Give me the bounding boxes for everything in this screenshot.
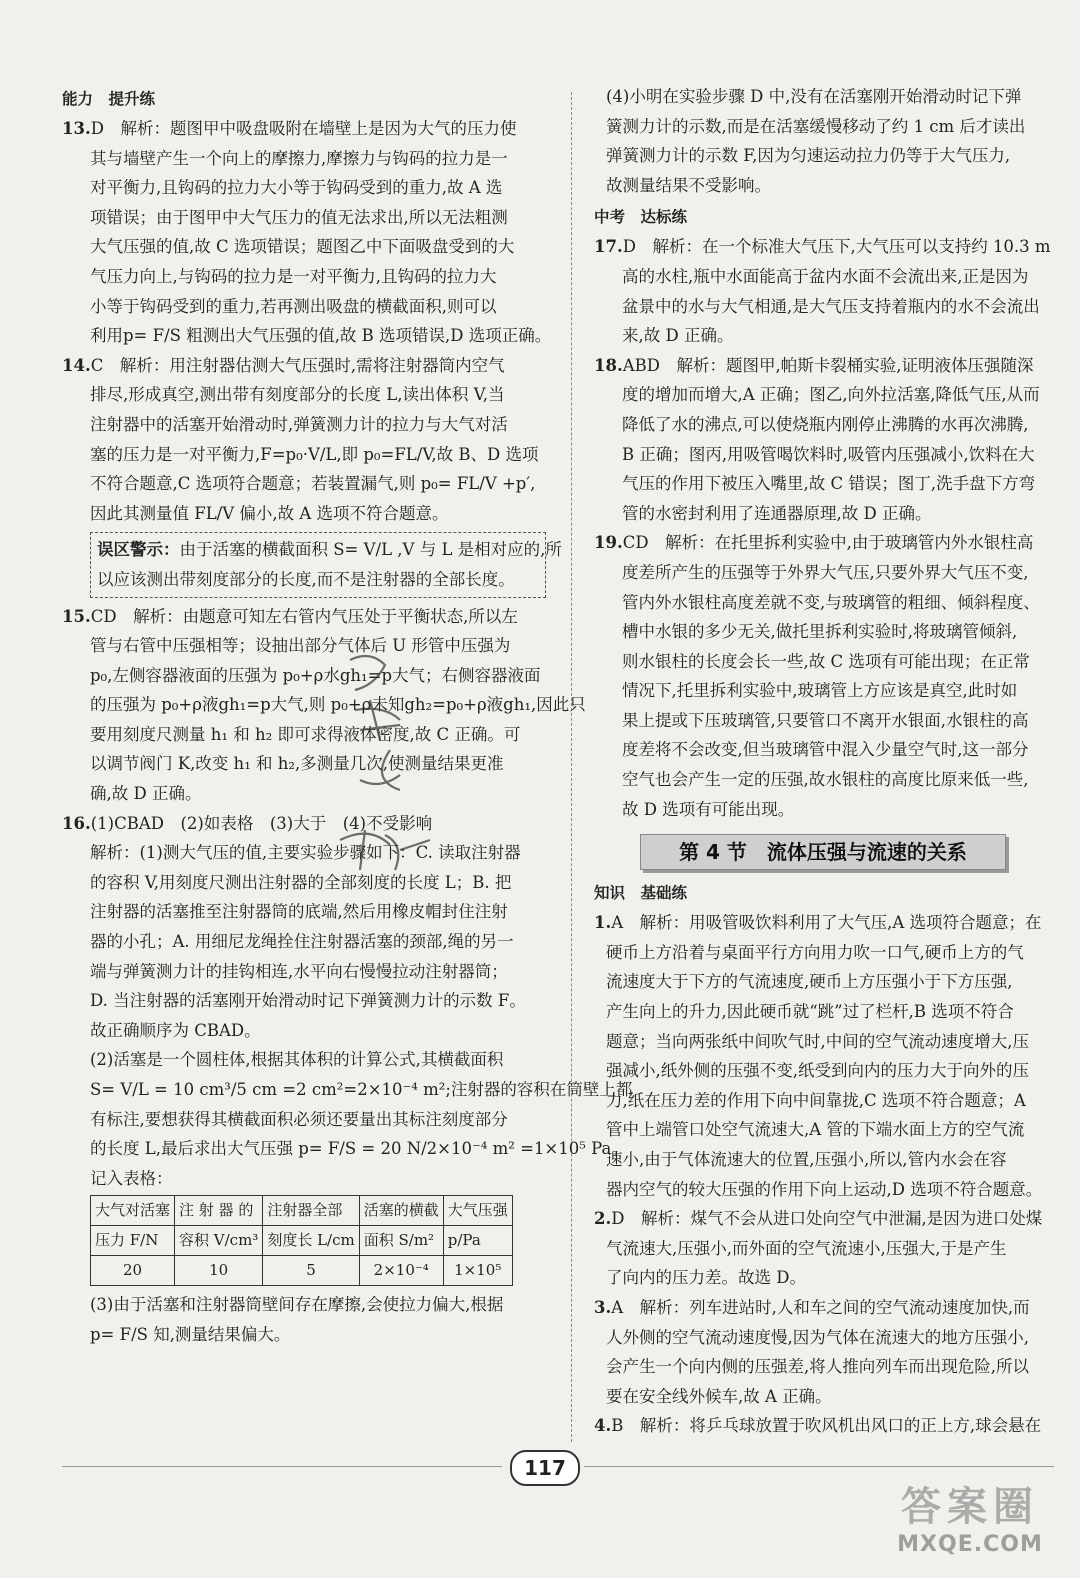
watermark-url: MXQE.COM [897, 1532, 1043, 1557]
answer-line: 要在安全线外候车,故 A 正确。 [606, 1386, 832, 1406]
answer-line: 力,纸在压力差的作用下向中间靠拢,C 选项不符合题意；A [606, 1090, 1026, 1110]
answer-line: A 解析：用吸管吸饮料利用了大气压,A 选项符合题意；在 [611, 913, 1042, 933]
watermark-logo [872, 1482, 1068, 1570]
answer-line: 排尽,形成真空,测出带有刻度部分的长度 L,读出体积 V,当 [90, 385, 505, 405]
table-cell: 1×10⁵ [443, 1256, 512, 1286]
section-banner: 第 4 节 流体压强与流速的关系 [640, 834, 1006, 870]
answer-line: 故 D 选项有可能出现。 [622, 799, 795, 819]
answer-line: D 解析：煤气不会从进口处向空气中泄漏,是因为进口处煤 [611, 1209, 1043, 1229]
answer-line: 有标注,要想获得其横截面积必须还要量出其标注刻度部分 [90, 1109, 508, 1129]
table-header-cell: 大气对活塞 [91, 1196, 175, 1226]
answer-line: 小等于钩码受到的重力,若再测出吸盘的横截面积,则可以 [90, 296, 497, 316]
answer-line: CD 解析：在托里拆利实验中,由于玻璃管内外水银柱高 [622, 533, 1034, 553]
answer-line: 空气也会产生一定的压强,故水银柱的高度比原来低一些, [622, 770, 1029, 790]
answer-line: 速小,由于气体流速大的位置,压强小,所以,管内水会在容 [606, 1150, 1007, 1169]
answer-line: 则水银柱的长度会长一些,故 C 选项有可能出现；在正常 [622, 651, 1030, 671]
section-heading: 知识 基础练 [594, 884, 688, 903]
table-header-cell: 压力 F/N [91, 1226, 175, 1256]
question-4 [594, 1411, 1054, 1441]
answer-line: 记入表格： [90, 1168, 173, 1188]
question-13 [62, 114, 552, 351]
question-number: 16. [62, 813, 91, 833]
answer-line: 器内空气的较大压强的作用下向上运动,D 选项不符合题意。 [606, 1179, 1043, 1199]
answer-line: 硬币上方沿着与桌面平行方向用力吹一口气,硬币上方的气 [606, 942, 1024, 962]
answer-line: D 解析：在一个标准大气压下,大气压可以支持约 10.3 m [622, 237, 1051, 257]
section-heading: 中考 达标练 [594, 208, 688, 227]
question-number: 18. [594, 355, 623, 375]
answer-line: 气压的作用下被压入嘴里,故 C 错误；图丁,洗手盘下方弯 [622, 474, 1036, 494]
question-number: 17. [594, 237, 623, 257]
answer-line: (2)活塞是一个圆柱体,根据其体积的计算公式,其横截面积 [90, 1050, 504, 1070]
answer-line: 高的水柱,瓶中水面能高于盆内水面不会流出来,正是因为 [622, 266, 1029, 286]
answer-line: 确,故 D 正确。 [90, 784, 202, 804]
answer-line: 簧测力计的示数,而是在活塞缓慢移动了约 1 cm 后才读出 [606, 116, 1026, 136]
answer-line: 流速度大于下方的气流速度,硬币上方压强小于下方压强, [606, 972, 1013, 992]
answer-line: 度差所产生的压强等于外界大气压,只要外界大气压不变, [622, 562, 1029, 582]
page-rule-right [584, 1466, 1054, 1467]
question-16 [62, 809, 633, 1350]
answer-line: 来,故 D 正确。 [622, 326, 734, 346]
answer-line: 要用刻度尺测量 h₁ 和 h₂ 即可求得液体密度,故 C 正确。可 [90, 724, 521, 744]
answer-line: ABD 解析：题图甲,帕斯卡裂桶实验,证明液体压强随深 [622, 355, 1034, 375]
table-cell: 2×10⁻⁴ [359, 1256, 443, 1286]
question-number: 14. [62, 355, 91, 375]
answer-line: 的容积 V,用刻度尺测出注射器的全部刻度的长度 L；B. 把 [90, 872, 512, 892]
answer-line: 产生向上的升力,因此硬币就“跳”过了栏杆,B 选项不符合 [606, 1002, 1014, 1022]
answer-line: 解析：(1)测大气压的值,主要实验步骤如下：C. 读取注射器 [90, 843, 521, 863]
answer-line: CD 解析：由题意可知左右管内气压处于平衡状态,所以左 [90, 606, 518, 626]
answer-line: p₀,左侧容器液面的压强为 p₀+ρ水gh₁=p大气；右侧容器液面 [90, 665, 541, 685]
answer-line: 利用p= F/S 粗测出大气压强的值,故 B 选项错误,D 选项正确。 [90, 326, 552, 346]
answer-line: 注射器的活塞推至注射器筒的底端,然后用橡皮帽封住注射 [90, 902, 508, 922]
right-column [594, 82, 1054, 1441]
note-line: 以应该测出带刻度部分的长度,而不是注射器的全部长度。 [97, 569, 515, 589]
answer-line: B 正确；图丙,用吸管喝饮料时,吸管内压强减小,饮料在大 [622, 444, 1035, 464]
table-header-cell: 刻度长 L/cm [263, 1226, 359, 1256]
answer-line: 了向内的压力差。故选 D。 [606, 1268, 806, 1288]
answer-line: 果上提或下压玻璃管,只要管口不离开水银面,水银柱的高 [622, 710, 1029, 730]
answer-line: 气流速大,压强小,而外面的空气流速小,压强大,于是产生 [606, 1238, 1007, 1258]
answer-line: 故测量结果不受影响。 [606, 175, 771, 195]
question-number: 3. [594, 1297, 612, 1317]
answer-line: 情况下,托里拆利实验中,玻璃管上方应该是真空,此时如 [622, 681, 1018, 701]
answer-line: D 解析：题图甲中吸盘吸附在墙壁上是因为大气的压力使 [90, 119, 517, 138]
answer-line: 管中上端管口处空气流速大,A 管的下端水面上方的空气流 [606, 1120, 1025, 1140]
answer-line: D. 当注射器的活塞刚开始滑动时记下弹簧测力计的示数 F。 [90, 991, 526, 1011]
question-1 [594, 908, 1054, 1204]
table-header-cell: 面积 S/m² [359, 1226, 443, 1256]
answer-line: 大气压强的值,故 C 选项错误；题图乙中下面吸盘受到的大 [90, 237, 515, 257]
answer-line: 项错误；由于图甲中大气压力的值无法求出,所以无法粗测 [90, 207, 508, 227]
mistake-warning-box [90, 532, 562, 597]
answer-line: C 解析：用注射器估测大气压强时,需将注射器筒内空气 [90, 355, 505, 375]
note-line: 由于活塞的横截面积 S= V/L ,V 与 L 是相对应的,所 [179, 540, 562, 560]
handwriting-scribble [330, 640, 450, 890]
answer-line: 端与弹簧测力计的挂钩相连,水平向右慢慢拉动注射器筒； [90, 961, 508, 981]
question-15 [62, 602, 586, 809]
page-rule-left [62, 1466, 502, 1467]
question-18 [594, 351, 1054, 529]
answer-line: (3)由于活塞和注射器筒壁间存在摩擦,会使拉力偏大,根据 [90, 1295, 504, 1315]
answer-line: 气压力向上,与钩码的拉力是一对平衡力,且钩码的拉力大 [90, 266, 497, 286]
question-17 [594, 232, 1054, 350]
section-heading: 能力 提升练 [62, 90, 156, 108]
answer-head: (1)CBAD (2)如表格 (3)大于 (4)不受影响 [90, 813, 433, 833]
answer-line: 盆景中的水与大气相通,是大气压支持着瓶内的水不会流出 [622, 296, 1040, 316]
watermark-text: 答案圈 [901, 1484, 1039, 1530]
table-header-cell: 注射器全部 [263, 1196, 359, 1226]
table-header-cell: p/Pa [443, 1226, 512, 1256]
answer-line: 因此其测量值 FL/V 偏小,故 A 选项不符合题意。 [90, 503, 449, 523]
page-number: 117 [510, 1450, 580, 1486]
answer-line: 以调节阀门 K,改变 h₁ 和 h₂,多测量几次,使测量结果更准 [90, 754, 504, 774]
answer-line: (4)小明在实验步骤 D 中,没有在活塞刚开始滑动时记下弹 [606, 87, 1022, 106]
answer-line: 其与墙壁产生一个向上的摩擦力,摩擦力与钩码的拉力是一 [90, 148, 508, 168]
question-19 [594, 528, 1054, 824]
answer-line: 弹簧测力计的示数 F,因为匀速运动拉力仍等于大气压力, [606, 146, 1011, 166]
question-16-part-4 [594, 82, 1054, 200]
answer-line: 注射器中的活塞开始滑动时,弹簧测力计的拉力与大气对活 [90, 414, 508, 434]
table-cell: 20 [91, 1256, 175, 1286]
answer-line: 人外侧的空气流动速度慢,因为气体在流速大的地方压强小, [606, 1327, 1029, 1347]
answer-line: 槽中水银的多少无关,做托里拆利实验时,将玻璃管倾斜, [622, 622, 1018, 642]
answer-line: 题意；当向两张纸中间吹气时,中间的空气流动速度增大,压 [606, 1031, 1029, 1051]
table-cell: 10 [175, 1256, 263, 1286]
question-3 [594, 1293, 1054, 1411]
answer-line: 不符合题意,C 选项符合题意；若装置漏气,则 p₀= FL/V +p′, [90, 474, 536, 494]
column-divider [571, 92, 572, 1442]
answer-line: B 解析：将乒乓球放置于吹风机出风口的正上方,球会悬在 [611, 1416, 1042, 1436]
answer-line: 的长度 L,最后求出大气压强 p= F/S = 20 N/2×10⁻⁴ m² =1×10⁵ Pa。 [90, 1139, 628, 1159]
answer-line: 度的增加而增大,A 正确；图乙,向外拉活塞,降低气压,从而 [622, 385, 1040, 405]
question-2 [594, 1204, 1054, 1293]
table-header-cell: 注 射 器 的 [175, 1196, 263, 1226]
answer-line: 器的小孔；A. 用细尼龙绳拴住注射器活塞的颈部,绳的另一 [90, 932, 514, 952]
question-number: 1. [594, 913, 612, 933]
answer-line: 故正确顺序为 CBAD。 [90, 1020, 261, 1040]
answer-line: 管内外水银柱高度差就不变,与玻璃管的粗细、倾斜程度、 [622, 592, 1040, 612]
answer-line: A 解析：列车进站时,人和车之间的空气流动速度加快,而 [611, 1297, 1030, 1317]
answer-line: 强减小,纸外侧的压强不变,纸受到向内的压力大于向外的压 [606, 1061, 1029, 1081]
record-table [90, 1195, 513, 1286]
question-14 [62, 351, 546, 529]
answer-line: p= F/S 知,测量结果偏大。 [90, 1324, 291, 1344]
answer-line: 度差将不会改变,但当玻璃管中混入少量空气时,这一部分 [622, 740, 1029, 760]
answer-line: S= V/L = 10 cm³/5 cm =2 cm²=2×10⁻⁴ m²;注射器的容积在筒壁上都 [90, 1080, 633, 1099]
question-number: 2. [594, 1209, 612, 1229]
answer-line: 会产生一个向内侧的压强差,将人推向列车而出现危险,所以 [606, 1357, 1029, 1377]
answer-line: 塞的压力是一对平衡力,F=p₀·V/L,即 p₀=FL/V,故 B、D 选项 [90, 444, 539, 464]
question-number: 15. [62, 606, 91, 626]
question-number: 4. [594, 1416, 612, 1436]
question-number: 19. [594, 533, 623, 553]
question-number: 13. [62, 119, 91, 138]
table-cell: 5 [263, 1256, 359, 1286]
answer-line: 管的水密封利用了连通器原理,故 D 正确。 [622, 503, 932, 523]
answer-line: 管与右管中压强相等；设抽出部分气体后 U 形管中压强为 [90, 636, 511, 656]
answer-line: 对平衡力,且钩码的拉力大小等于钩码受到的重力,故 A 选 [90, 178, 503, 198]
note-label: 误区警示： [97, 540, 180, 560]
table-header-cell: 活塞的横截 [359, 1196, 443, 1226]
table-header-cell: 容积 V/cm³ [175, 1226, 263, 1256]
answer-line: 降低了水的沸点,可以使烧瓶内刚停止沸腾的水再次沸腾, [622, 414, 1029, 434]
table-header-cell: 大气压强 [443, 1196, 512, 1226]
answer-line: 的压强为 p₀+ρ液gh₁=p大气,则 p₀+ρ未知gh₂=p₀+ρ液gh₁,因此只 [90, 695, 586, 715]
